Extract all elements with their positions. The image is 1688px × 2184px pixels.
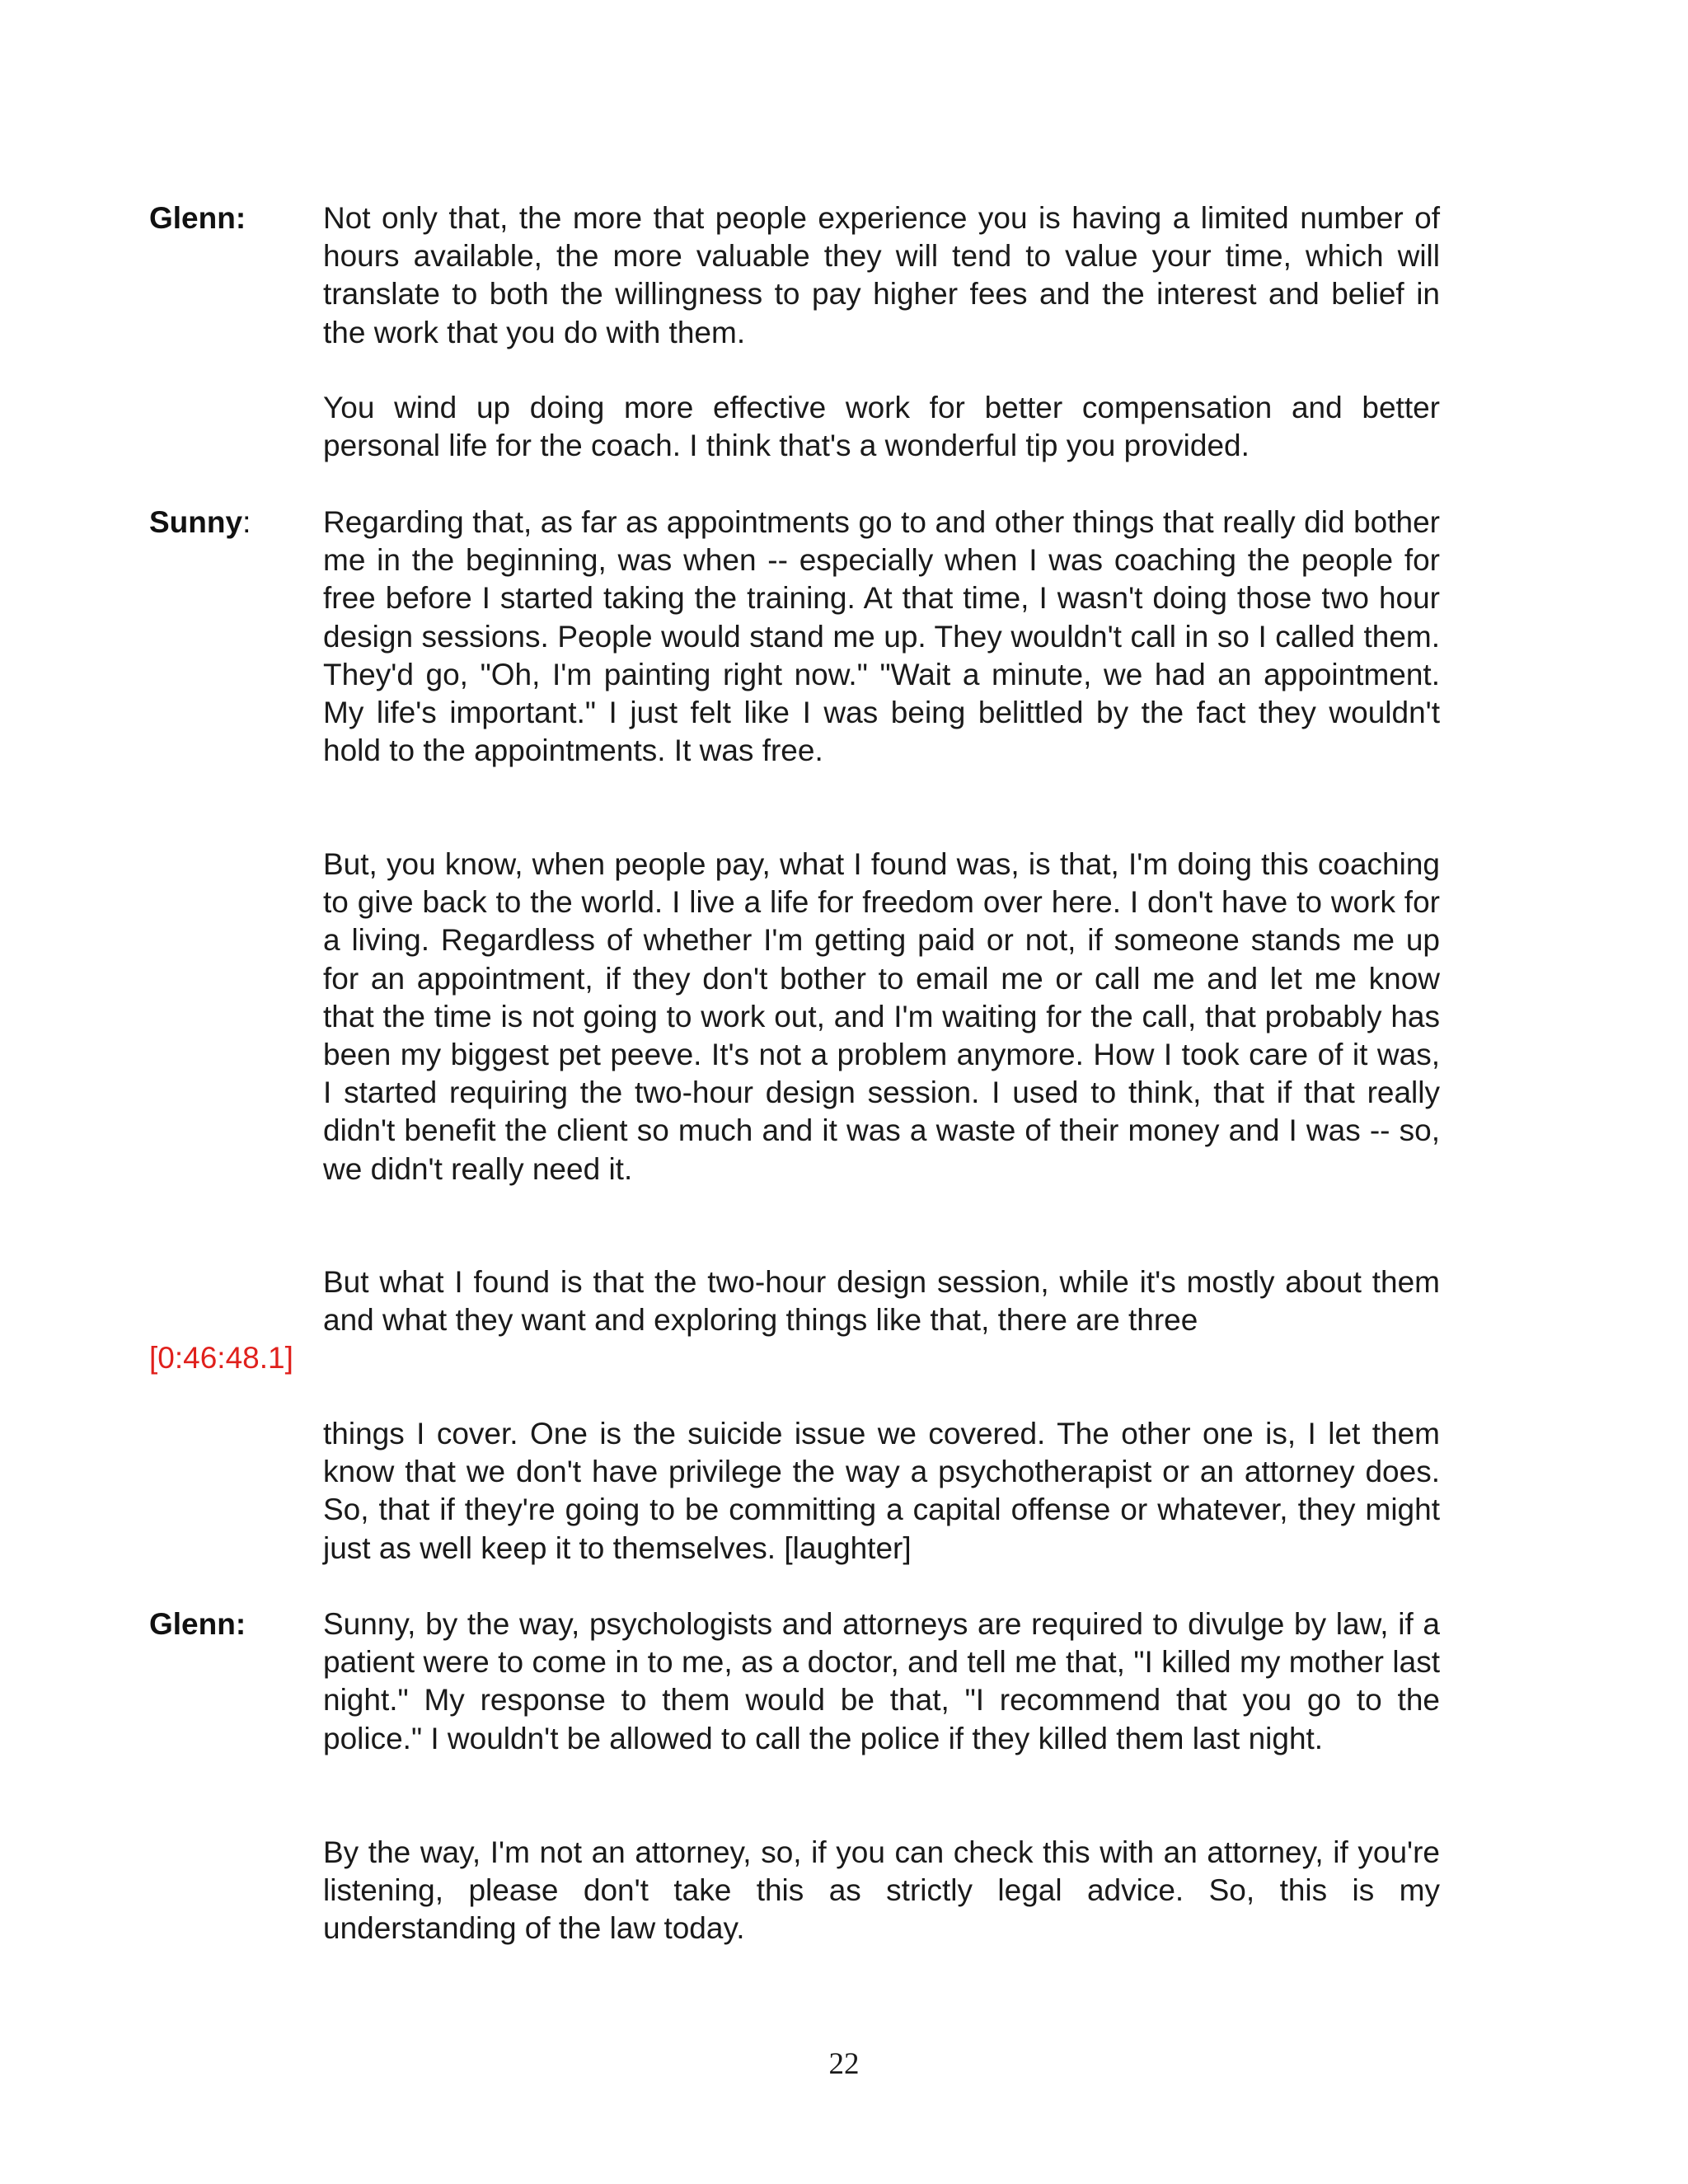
speaker-name: Sunny bbox=[149, 505, 243, 539]
speaker-colon: : bbox=[235, 201, 246, 235]
paragraph: You wind up doing more effective work for better compensation and better personal life for the coach. I think that's a wonderful tip you provided. bbox=[323, 391, 1440, 463]
timestamp-marker: [0:46:48.1] bbox=[149, 1341, 293, 1375]
paragraph: Not only that, the more that people experience you is having a limited number of hours available, the more valuable they will tend to value your time, which will translate to both the willingness to pay higher fees and the interest and belief in the work that you do with them. bbox=[323, 201, 1440, 349]
paragraph: Sunny, by the way, psychologists and attorneys are required to divulge by law, if a patient were to come in to me, as a doctor, and tell me that, "I killed my mother last night." My response to them would be that, "I recommend that you go to the police." I wouldn't be allowed to call the police if they killed them last night. bbox=[323, 1607, 1440, 1755]
speaker-label bbox=[149, 199, 246, 237]
paragraph: Regarding that, as far as appointments go to and other things that really did bother me in the beginning, was when -- especially when I was coaching the people for free before I started taking the training. At that time, I wasn't doing those two hour design sessions. People would stand me up. They wouldn't call in so I called them. They'd go, "Oh, I'm painting right now." "Wait a minute, we had an appointment. My life's important." I just felt like I was being belittled by the fact they wouldn't hold to the appointments. It was free. bbox=[323, 505, 1440, 768]
speaker-name: Glenn bbox=[149, 1607, 236, 1641]
speaker-colon: : bbox=[235, 1607, 246, 1641]
speaker-label bbox=[149, 1605, 246, 1643]
speaker-colon: : bbox=[242, 505, 251, 539]
paragraph: But, you know, when people pay, what I found was, is that, I'm doing this coaching to give back to the world. I live a life for freedom over here. I don't have to work for a living. Regardless of whether I'm getting paid or not, if someone stands me up for an appointment, if they don't bother to email me or call me and let me know that the time is not going to work out, and I'm waiting for the call, that probably has been my biggest pet peeve. It's not a problem anymore. How I took care of it was, I started requiring the two-hour design session. I used to think, that if that really didn't benefit the client so much and it was a waste of their money and I was -- so, we didn't really need it. bbox=[323, 847, 1440, 1186]
page-number: 22 bbox=[828, 2047, 860, 2081]
paragraph: things I cover. One is the suicide issue we covered. The other one is, I let them know that we don't have privilege the way a psychotherapist or an attorney does. So, that if they're going to be committing a capital offense or whatever, they might just as well keep it to themselves. [laughter] bbox=[323, 1417, 1440, 1565]
speaker-name: Glenn bbox=[149, 201, 236, 235]
paragraph: By the way, I'm not an attorney, so, if you can check this with an attorney, if you're listening, please don't take this as strictly legal advice. So, this is my understanding of the law today. bbox=[323, 1835, 1440, 1946]
speaker-label bbox=[149, 504, 251, 541]
paragraph: But what I found is that the two-hour design session, while it's mostly about them and what they want and exploring things like that, there are three bbox=[323, 1265, 1440, 1338]
